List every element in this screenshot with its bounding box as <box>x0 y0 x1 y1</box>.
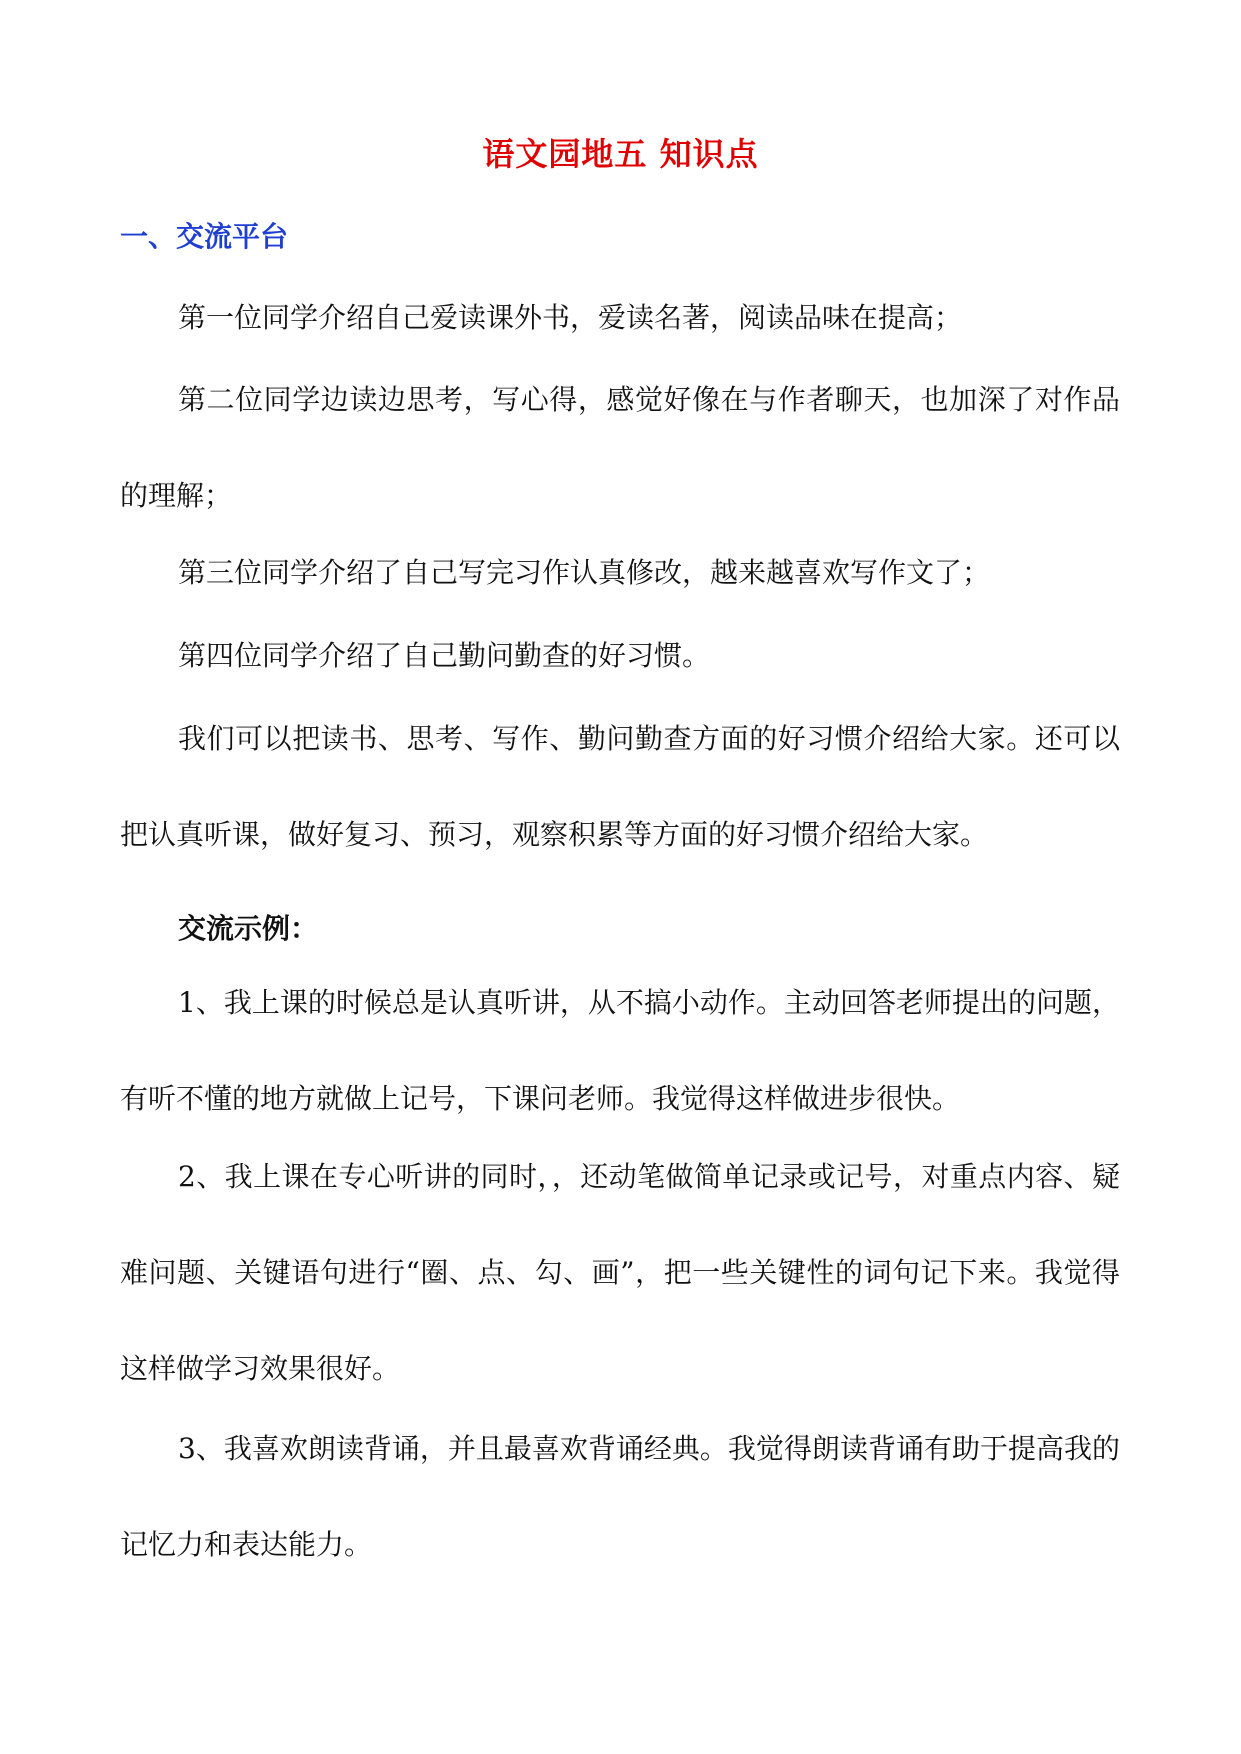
example-item-2: 2、我上课在专心听讲的同时，，还动笔做简单记录或记号，对重点内容、疑难问题、关键语句进行“圈、点、勾、画”，把一些关键性的词句记下来。我觉得这样做学习效果很好。 <box>120 1160 1120 1385</box>
paragraph-student-4: 第四位同学介绍了自己勤问勤查的好习惯。 <box>178 639 711 672</box>
paragraph-student-1: 第一位同学介绍自己爱读课外书，爱读名著，阅读品味在提高； <box>178 301 963 334</box>
example-item-1: 1、我上课的时候总是认真听讲，从不搞小动作。主动回答老师提出的问题，有听不懂的地方就做上记号，下课问老师。我觉得这样做进步很快。 <box>120 986 1120 1115</box>
example-heading: 交流示例： <box>178 912 319 945</box>
paragraph-summary: 我们可以把读书、思考、写作、勤问勤查方面的好习惯介绍给大家。还可以把认真听课，做好复习、预习，观察积累等方面的好习惯介绍给大家。 <box>120 722 1120 851</box>
paragraph-student-2: 第二位同学边读边思考，写心得，感觉好像在与作者聊天，也加深了对作品的理解； <box>120 383 1120 512</box>
paragraph-student-3: 第三位同学介绍了自己写完习作认真修改，越来越喜欢写作文了； <box>178 556 991 589</box>
example-item-3: 3、我喜欢朗读背诵，并且最喜欢背诵经典。我觉得朗读背诵有助于提高我的记忆力和表达能力。 <box>120 1432 1120 1561</box>
section-heading-exchange-platform: 一、交流平台 <box>120 220 289 253</box>
document-title: 语文园地五 知识点 <box>482 135 759 173</box>
